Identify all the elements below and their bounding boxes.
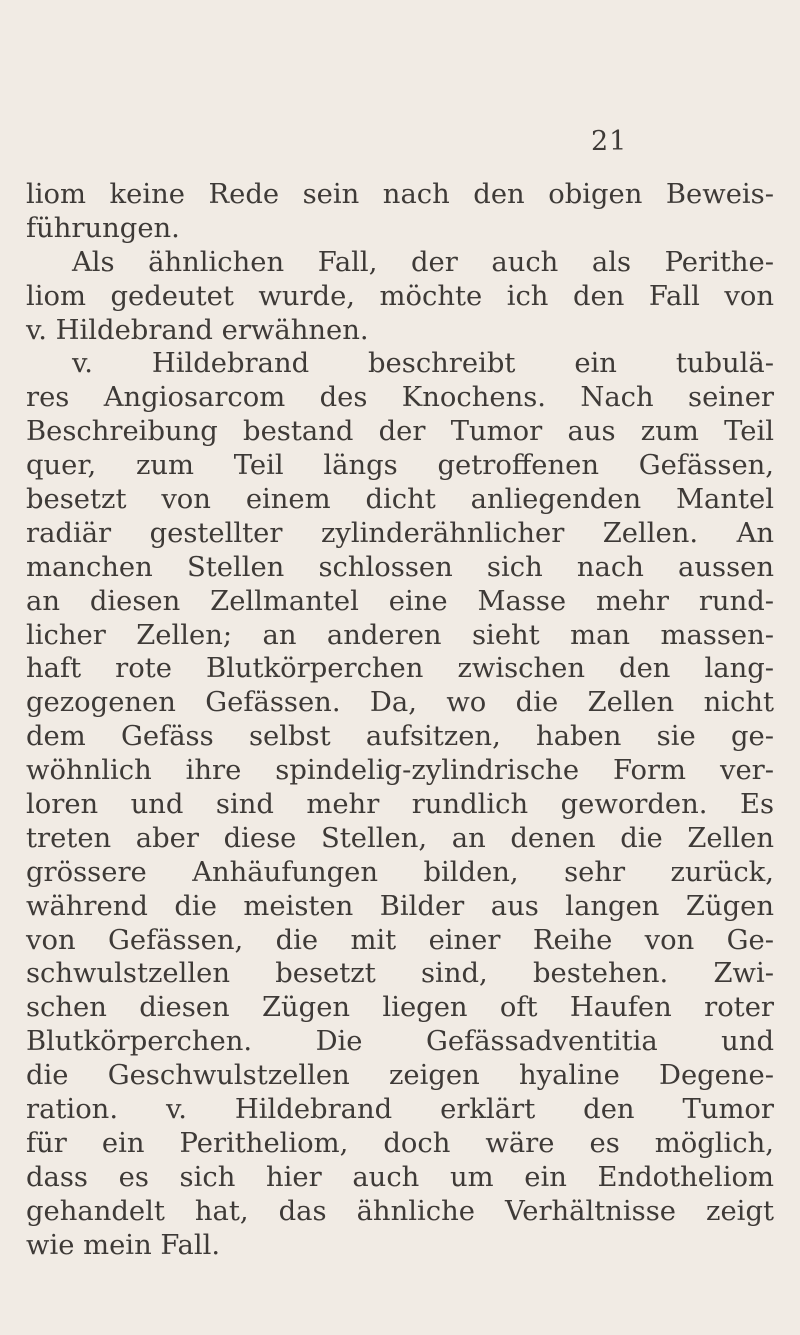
text-line: radiär gestellter zylinderähnlicher Zellen. An	[26, 517, 774, 549]
text-line: gehandelt hat, das ähnliche Verhältnisse zeigt	[26, 1195, 774, 1227]
text-line: liom keine Rede sein nach den obigen Beweis-	[26, 179, 774, 210]
text-line: schwulstzellen besetzt sind, bestehen. Zwi-	[26, 958, 774, 990]
text-line: Beschreibung bestand der Tumor aus zum Teil	[26, 416, 774, 448]
text-line: an diesen Zellmantel eine Masse mehr rund-	[26, 585, 774, 617]
text-line: licher Zellen; an anderen sieht man massen-	[26, 619, 774, 651]
text-line: quer, zum Teil längs getroffenen Gefässen,	[26, 450, 774, 482]
text-line: schen diesen Zügen liegen oft Haufen roter	[26, 992, 774, 1024]
text-line: haft rote Blutkörperchen zwischen den lang-	[26, 653, 774, 685]
text-line: v. Hildebrand beschreibt ein tubulä-	[72, 348, 774, 380]
text-line: besetzt von einem dicht anliegenden Mantel	[26, 484, 774, 516]
text-line: res Angiosarcom des Knochens. Nach seiner	[26, 382, 774, 414]
text-line: loren und sind mehr rundlich geworden. Es	[26, 789, 774, 821]
body-text	[26, 178, 774, 1263]
text-line: treten aber diese Stellen, an denen die Zellen	[26, 822, 774, 854]
text-line: führungen.	[26, 212, 180, 244]
text-line: wie mein Fall.	[26, 1229, 221, 1261]
text-line: ration. v. Hildebrand erklärt den Tumor	[26, 1094, 774, 1126]
page-number: 21	[591, 126, 628, 157]
text-line: grössere Anhäufungen bilden, sehr zurück,	[26, 856, 774, 888]
text-line: von Gefässen, die mit einer Reihe von Ge-	[26, 924, 774, 956]
text-line: dem Gefäss selbst aufsitzen, haben sie ge-	[26, 721, 774, 753]
text-line: liom gedeutet wurde, möchte ich den Fall von	[26, 280, 774, 312]
text-line: Als ähnlichen Fall, der auch als Perithe-	[72, 246, 774, 278]
text-line: die Geschwulstzellen zeigen hyaline Degene-	[26, 1060, 774, 1092]
text-line: dass es sich hier auch um ein Endotheliom	[26, 1161, 774, 1193]
text-line: während die meisten Bilder aus langen Zügen	[26, 890, 774, 922]
text-line: v. Hildebrand erwähnen.	[26, 314, 369, 346]
text-line: wöhnlich ihre spindelig-zylindrische Form ver-	[26, 755, 774, 787]
text-line: gezogenen Gefässen. Da, wo die Zellen nicht	[26, 687, 774, 719]
text-line: manchen Stellen schlossen sich nach aussen	[26, 551, 774, 583]
text-line: Blutkörperchen. Die Gefässadventitia und	[26, 1026, 774, 1058]
text-line: für ein Peritheliom, doch wäre es möglich,	[26, 1127, 774, 1159]
